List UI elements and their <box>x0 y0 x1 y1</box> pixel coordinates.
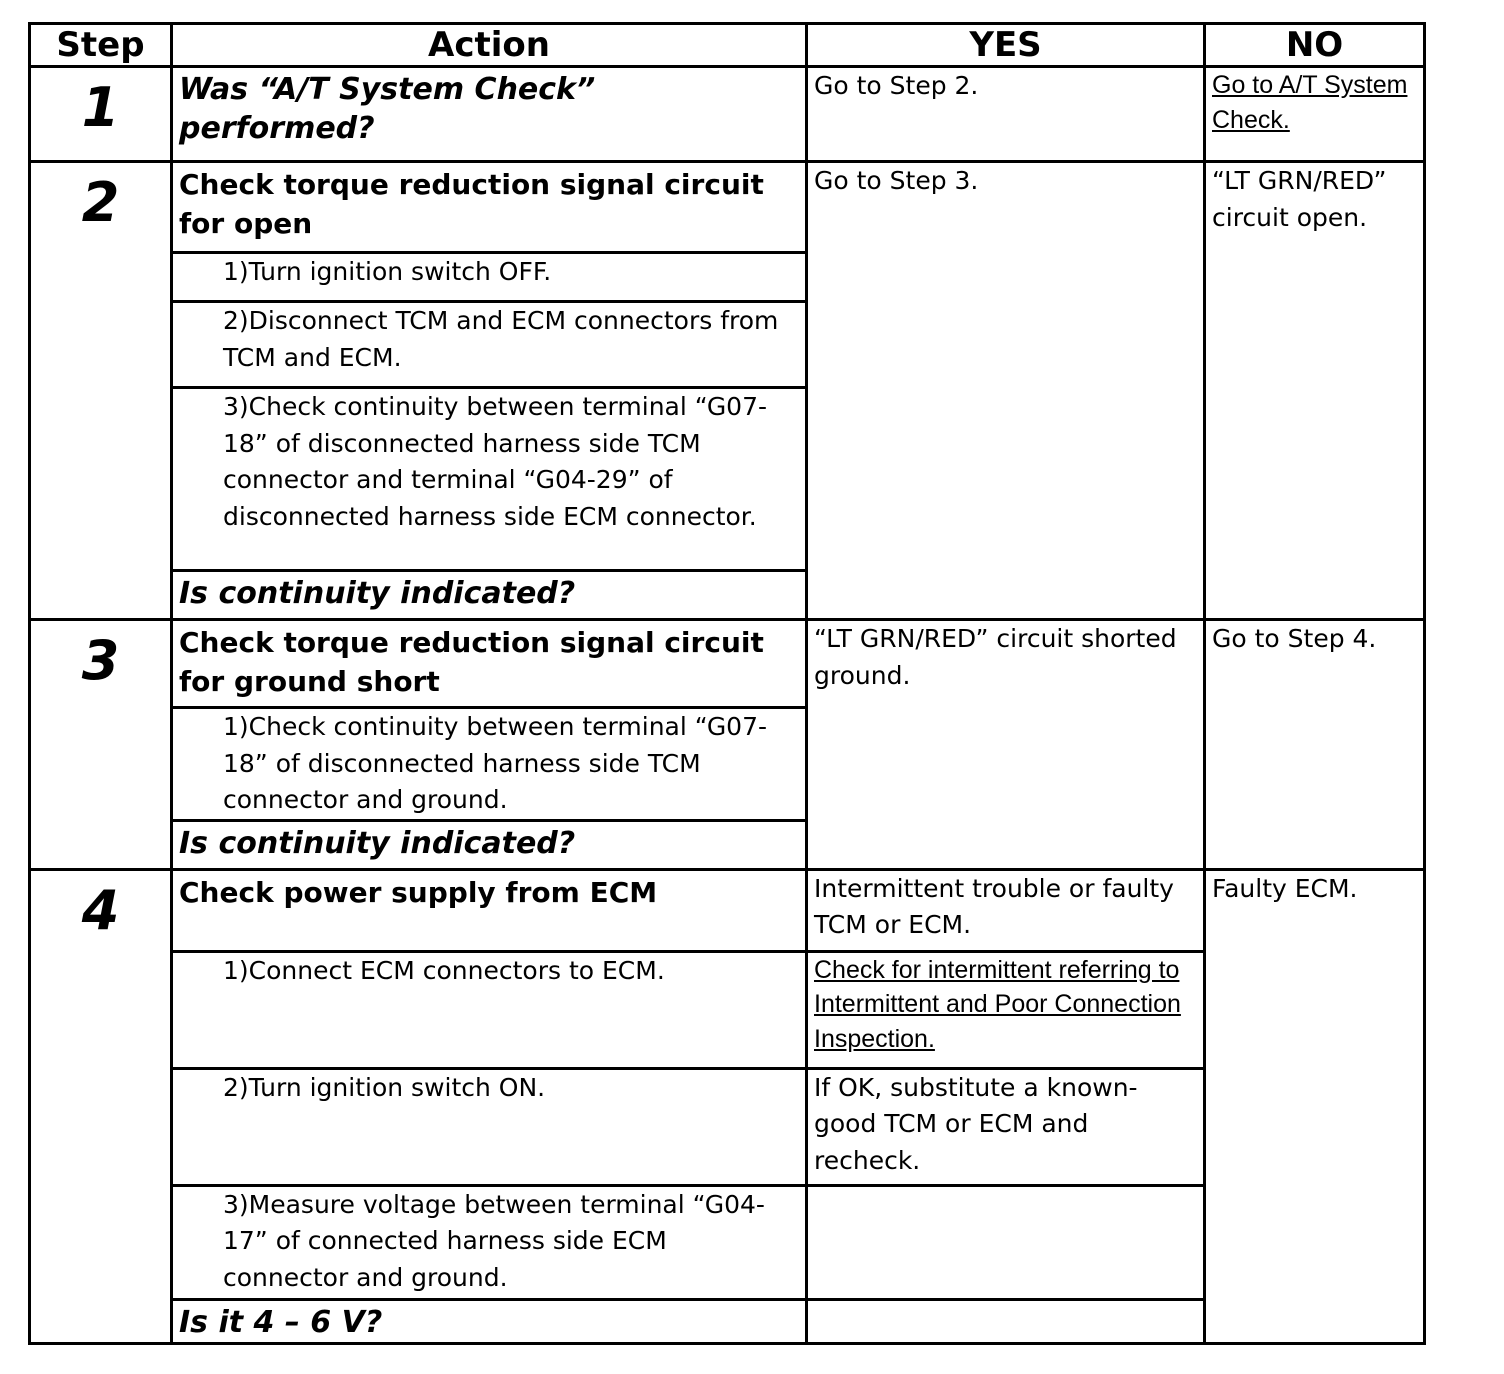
step-1-number: 1 <box>30 67 172 162</box>
step-2-sub-2: 2)Disconnect TCM and ECM connectors from TCM and ECM. <box>172 302 807 388</box>
step-2-sub-1: 1)Turn ignition switch OFF. <box>172 253 807 302</box>
step-1-no-link[interactable]: Go to A/T System Check. <box>1205 67 1425 162</box>
step-2-no: “LT GRN/RED” circuit open. <box>1205 162 1425 620</box>
step-1-question: Was “A/T System Check” performed? <box>172 67 807 162</box>
step-4-title-row <box>30 869 1425 951</box>
step-3-yes: “LT GRN/RED” circuit shorted ground. <box>807 620 1205 870</box>
step-3-title: Check torque reduction signal circuit for ground short <box>172 620 807 708</box>
step-4-yes-empty-1 <box>807 1185 1205 1299</box>
step-4-sub-1: 1)Connect ECM connectors to ECM. <box>172 951 807 1068</box>
step-2-title: Check torque reduction signal circuit for open <box>172 162 807 253</box>
step-3-title-row <box>30 620 1425 708</box>
step-4-question: Is it 4 – 6 V? <box>172 1299 807 1343</box>
header-action: Action <box>172 24 807 67</box>
step-4-title: Check power supply from ECM <box>172 869 807 951</box>
step-3-sub-1: 1)Check continuity between terminal “G07-18” of disconnected harness side TCM connector and ground. <box>172 708 807 821</box>
header-yes: YES <box>807 24 1205 67</box>
step-3-no: Go to Step 4. <box>1205 620 1425 870</box>
step-2-number: 2 <box>30 162 172 620</box>
troubleshooting-table <box>28 22 1426 1345</box>
step-4-sub-2: 2)Turn ignition switch ON. <box>172 1068 807 1185</box>
step-1-row <box>30 67 1425 162</box>
step-2-sub-3: 3)Check continuity between terminal “G07-18” of disconnected harness side TCM connector and terminal “G04-29” of disconnected harness side ECM connector. <box>172 388 807 571</box>
step-2-yes: Go to Step 3. <box>807 162 1205 620</box>
step-4-yes-empty-2 <box>807 1299 1205 1343</box>
step-2-title-row <box>30 162 1425 253</box>
step-1-yes: Go to Step 2. <box>807 67 1205 162</box>
step-3-question: Is continuity indicated? <box>172 820 807 869</box>
step-4-sub-3: 3)Measure voltage between terminal “G04-17” of connected harness side ECM connector and ground. <box>172 1185 807 1299</box>
header-step: Step <box>30 24 172 67</box>
step-4-yes-1: Intermittent trouble or faulty TCM or ECM. <box>807 869 1205 951</box>
header-no: NO <box>1205 24 1425 67</box>
step-2-question: Is continuity indicated? <box>172 571 807 620</box>
step-4-yes-2-link[interactable]: Check for intermittent referring to Intermittent and Poor Connection Inspection. <box>807 951 1205 1068</box>
step-4-yes-3: If OK, substitute a known-good TCM or ECM and recheck. <box>807 1068 1205 1185</box>
step-4-no: Faulty ECM. <box>1205 869 1425 1343</box>
step-3-number: 3 <box>30 620 172 870</box>
step-4-number: 4 <box>30 869 172 1343</box>
header-row <box>30 24 1425 67</box>
